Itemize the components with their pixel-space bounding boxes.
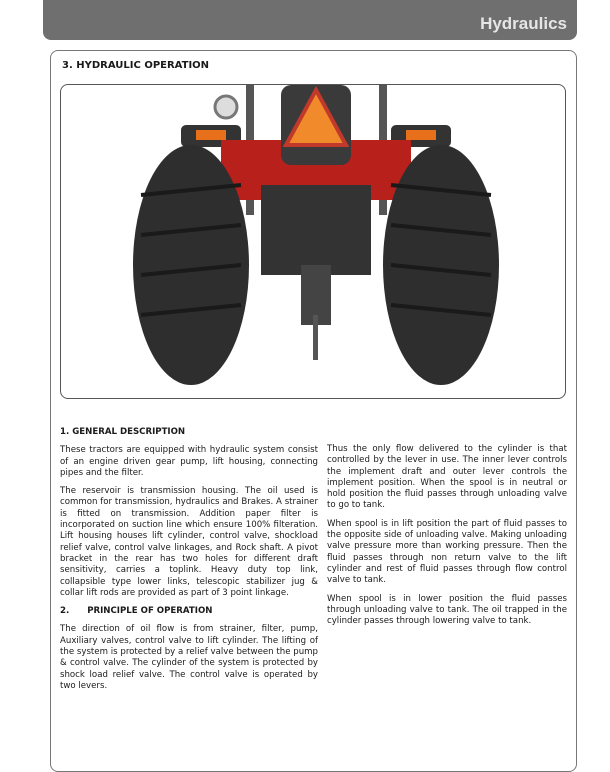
- page-header: [43, 0, 577, 40]
- paragraph: When spool is in lower position the fluid passes through unloading valve to tank. The oil trapped in the cylinder passes through lowering valve to tank.: [327, 593, 567, 627]
- paragraph: These tractors are equipped with hydraulic system consist of an engine driven gear pump, lift housing, connecting pipes and the filter.: [60, 445, 318, 478]
- heading-principle-of-operation: 2. PRINCIPLE OF OPERATION: [60, 606, 213, 617]
- right-column: [327, 444, 567, 634]
- section-title: 3. HYDRAULIC OPERATION: [62, 60, 210, 71]
- paragraph: Thus the only flow delivered to the cylinder is that controlled by the lever in use. The inner lever controls the implement draft and outer lever controls the implement position. When the spool is in neutral or hold position the fluid passes through unloading valve to go to tank.: [327, 444, 567, 511]
- paragraph: When spool is in lift position the part of fluid passes to the opposite side of unloading valve. Making unloading valve pressure more than working pressure. Then the fluid passes through non return valve to the lift cylinder and rest of fluid passes through flow control valve to tank.: [327, 518, 567, 586]
- left-column: [60, 427, 318, 699]
- tractor-illustration: [61, 85, 565, 398]
- header-title: Hydraulics: [480, 14, 567, 33]
- paragraph: The reservoir is transmission housing. The oil used is common for transmission, hydraulics and Brakes. A strainer is fitted on transmission. Addition paper filter is incorporated on suction line which ensure 100% filteration. Lift housing houses lift cylinder, control valve, shockload relief valve, control valve linkages, and Rock shaft. A pivot bracket in the rear has two holes for different draft sensitivity, carries a toplink. Heavy duty top link, collapsible type lower links, telescopic stabilizer jug & collar lift rods are provided as part of 3 point linkage.: [60, 486, 318, 598]
- heading-general-description: 1. GENERAL DESCRIPTION: [60, 427, 186, 437]
- paragraph: The direction of oil flow is from strainer, filter, pump, Auxiliary valves, control valve to lift cylinder. The lifting of the system is protected by a relief valve between the pump & control valve. The cylinder of the system is protected by shock load relief valve. The control valve is operated by two levers.: [60, 624, 318, 691]
- tractor-figure: [60, 84, 566, 399]
